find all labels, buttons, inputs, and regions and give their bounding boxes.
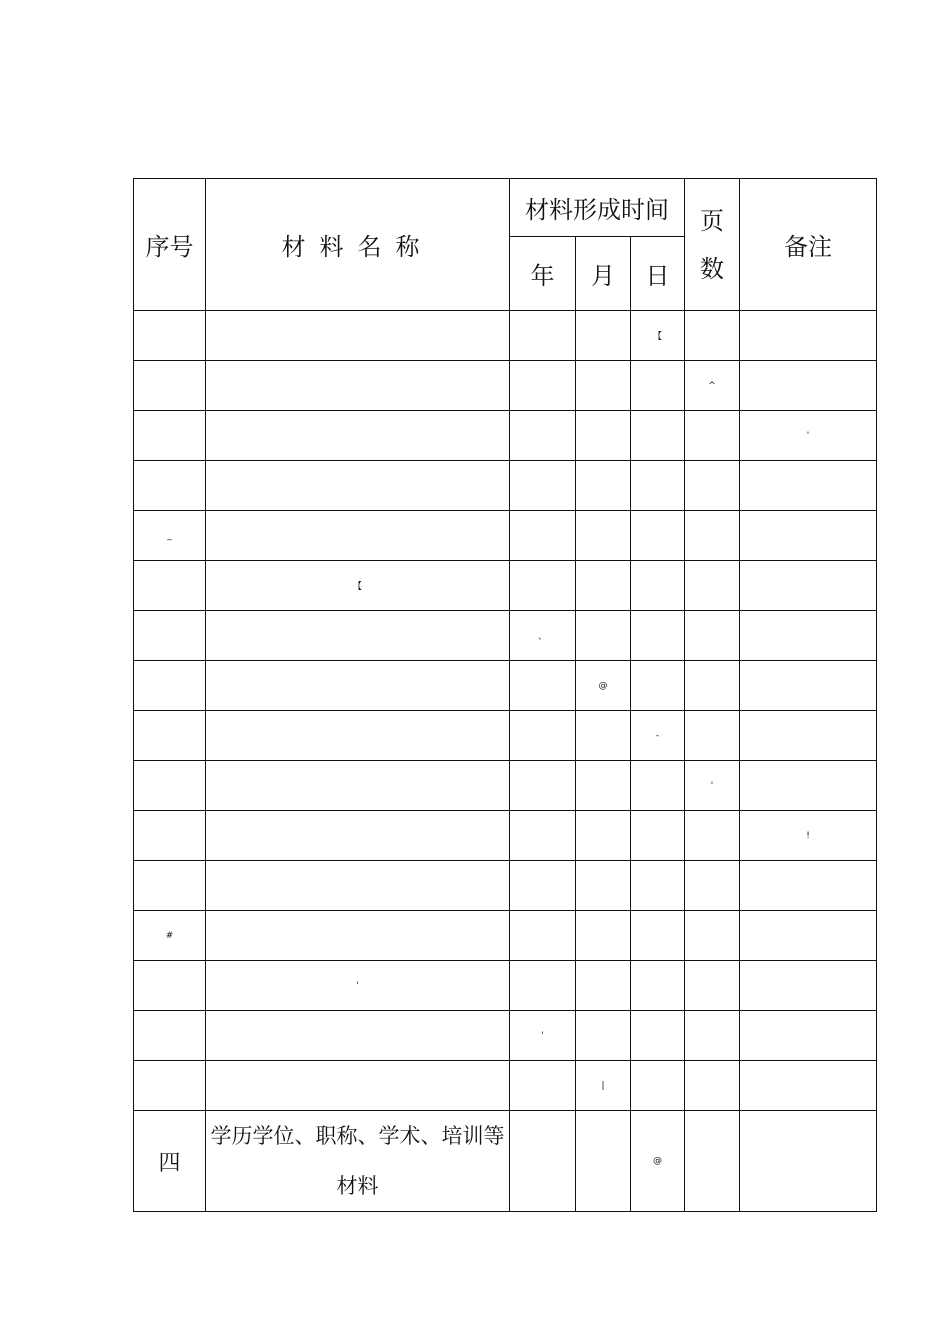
cell-month bbox=[576, 961, 631, 1011]
cell-note bbox=[740, 761, 877, 811]
table-row bbox=[134, 411, 877, 461]
cell-note bbox=[740, 311, 877, 361]
cell-name bbox=[206, 511, 510, 561]
table-row bbox=[134, 711, 877, 761]
cell-seq bbox=[134, 411, 206, 461]
cell-seq bbox=[134, 1011, 206, 1061]
cell-pages bbox=[685, 1011, 740, 1061]
cell-month bbox=[576, 311, 631, 361]
cell-note bbox=[740, 911, 877, 961]
cell-year bbox=[510, 461, 576, 511]
cell-month bbox=[576, 861, 631, 911]
cell-month bbox=[576, 811, 631, 861]
cell-seq bbox=[134, 361, 206, 411]
cell-seq bbox=[134, 311, 206, 361]
cell-seq bbox=[134, 1061, 206, 1111]
cell-note bbox=[740, 1061, 877, 1111]
cell-pages bbox=[685, 961, 740, 1011]
header-seq: 序号 bbox=[134, 179, 206, 311]
cell-name bbox=[206, 861, 510, 911]
cell-note: ' bbox=[740, 411, 877, 461]
table-row bbox=[134, 661, 877, 711]
cell-day bbox=[631, 811, 685, 861]
table-row bbox=[134, 861, 877, 911]
cell-year bbox=[510, 661, 576, 711]
cell-year bbox=[510, 961, 576, 1011]
table-row bbox=[134, 361, 877, 411]
cell-pages bbox=[685, 911, 740, 961]
cell-day bbox=[631, 561, 685, 611]
cell-day: 【 bbox=[631, 311, 685, 361]
cell-pages bbox=[685, 1061, 740, 1111]
header-day: 日 bbox=[631, 237, 685, 311]
cell-month bbox=[576, 1011, 631, 1061]
cell-month: @ bbox=[576, 661, 631, 711]
cell-note bbox=[740, 611, 877, 661]
cell-month bbox=[576, 461, 631, 511]
cell-day bbox=[631, 1061, 685, 1111]
cell-seq: _ bbox=[134, 511, 206, 561]
header-pages bbox=[685, 179, 740, 311]
cell-day bbox=[631, 361, 685, 411]
table-row bbox=[134, 311, 877, 361]
cell-day bbox=[631, 511, 685, 561]
cell-pages bbox=[685, 561, 740, 611]
cell-pages bbox=[685, 861, 740, 911]
cell-seq bbox=[134, 761, 206, 811]
cell-year bbox=[510, 511, 576, 561]
cell-year bbox=[510, 311, 576, 361]
cell-name bbox=[206, 611, 510, 661]
table-row-education bbox=[134, 1111, 877, 1212]
cell-seq bbox=[134, 461, 206, 511]
table-row bbox=[134, 1011, 877, 1061]
cell-month bbox=[576, 511, 631, 561]
cell-seq bbox=[134, 611, 206, 661]
cell-name bbox=[206, 311, 510, 361]
header-formation-time: 材料形成时间 bbox=[510, 179, 685, 237]
cell-day bbox=[631, 761, 685, 811]
cell-note bbox=[740, 511, 877, 561]
cell-note: ! bbox=[740, 811, 877, 861]
cell-month bbox=[576, 561, 631, 611]
cell-seq bbox=[134, 961, 206, 1011]
cell-day: - bbox=[631, 711, 685, 761]
cell-month: | bbox=[576, 1061, 631, 1111]
cell-year bbox=[510, 761, 576, 811]
cell-year bbox=[510, 1111, 576, 1212]
cell-seq bbox=[134, 811, 206, 861]
cell-seq bbox=[134, 661, 206, 711]
cell-month bbox=[576, 761, 631, 811]
cell-note bbox=[740, 961, 877, 1011]
cell-name: ' bbox=[206, 961, 510, 1011]
cell-seq: 四 bbox=[134, 1111, 206, 1212]
cell-day bbox=[631, 411, 685, 461]
header-note: 备注 bbox=[740, 179, 877, 311]
cell-name bbox=[206, 411, 510, 461]
cell-month bbox=[576, 611, 631, 661]
cell-month bbox=[576, 711, 631, 761]
table-row bbox=[134, 1061, 877, 1111]
table-row bbox=[134, 961, 877, 1011]
cell-day bbox=[631, 611, 685, 661]
cell-note bbox=[740, 1011, 877, 1061]
cell-name bbox=[206, 711, 510, 761]
cell-note bbox=[740, 1111, 877, 1212]
cell-note bbox=[740, 461, 877, 511]
cell-day bbox=[631, 1011, 685, 1061]
cell-pages: ' bbox=[685, 761, 740, 811]
cell-name bbox=[206, 1011, 510, 1061]
table-row bbox=[134, 611, 877, 661]
table-row bbox=[134, 911, 877, 961]
table-row bbox=[134, 561, 877, 611]
header-year: 年 bbox=[510, 237, 576, 311]
cell-year bbox=[510, 361, 576, 411]
cell-note bbox=[740, 861, 877, 911]
cell-note bbox=[740, 361, 877, 411]
table-row bbox=[134, 811, 877, 861]
cell-pages bbox=[685, 311, 740, 361]
header-material-name: 材料名称 bbox=[206, 179, 510, 311]
cell-day: @ bbox=[631, 1111, 685, 1212]
cell-day bbox=[631, 961, 685, 1011]
cell-note bbox=[740, 661, 877, 711]
cell-year bbox=[510, 811, 576, 861]
cell-name bbox=[206, 661, 510, 711]
cell-name bbox=[206, 361, 510, 411]
archive-material-table bbox=[133, 178, 877, 1212]
cell-pages bbox=[685, 461, 740, 511]
cell-name bbox=[206, 761, 510, 811]
cell-month bbox=[576, 361, 631, 411]
cell-pages bbox=[685, 1111, 740, 1212]
cell-year: ' bbox=[510, 1011, 576, 1061]
cell-pages bbox=[685, 661, 740, 711]
cell-month bbox=[576, 911, 631, 961]
cell-year bbox=[510, 411, 576, 461]
cell-year bbox=[510, 861, 576, 911]
cell-note bbox=[740, 561, 877, 611]
cell-name bbox=[206, 1061, 510, 1111]
cell-pages: ^ bbox=[685, 361, 740, 411]
cell-seq bbox=[134, 561, 206, 611]
table-row bbox=[134, 511, 877, 561]
cell-year bbox=[510, 1061, 576, 1111]
cell-day bbox=[631, 861, 685, 911]
cell-note bbox=[740, 711, 877, 761]
cell-seq bbox=[134, 711, 206, 761]
table-row bbox=[134, 461, 877, 511]
table-row bbox=[134, 761, 877, 811]
cell-year bbox=[510, 561, 576, 611]
cell-day bbox=[631, 911, 685, 961]
cell-pages bbox=[685, 511, 740, 561]
cell-seq: # bbox=[134, 911, 206, 961]
cell-day bbox=[631, 661, 685, 711]
cell-month bbox=[576, 1111, 631, 1212]
table-body bbox=[134, 311, 877, 1111]
cell-day bbox=[631, 461, 685, 511]
cell-name bbox=[206, 811, 510, 861]
header-month: 月 bbox=[576, 237, 631, 311]
cell-pages bbox=[685, 711, 740, 761]
cell-name bbox=[206, 911, 510, 961]
cell-name: 学历学位、职称、学术、培训等材料 bbox=[206, 1111, 510, 1212]
header-pages-char-1: 页 bbox=[700, 206, 725, 235]
cell-pages bbox=[685, 411, 740, 461]
cell-month bbox=[576, 411, 631, 461]
cell-pages bbox=[685, 611, 740, 661]
cell-name: 【 bbox=[206, 561, 510, 611]
cell-year bbox=[510, 911, 576, 961]
cell-year: 、 bbox=[510, 611, 576, 661]
header-pages-char-2: 数 bbox=[700, 254, 725, 283]
cell-name bbox=[206, 461, 510, 511]
cell-pages bbox=[685, 811, 740, 861]
cell-seq bbox=[134, 861, 206, 911]
cell-year bbox=[510, 711, 576, 761]
